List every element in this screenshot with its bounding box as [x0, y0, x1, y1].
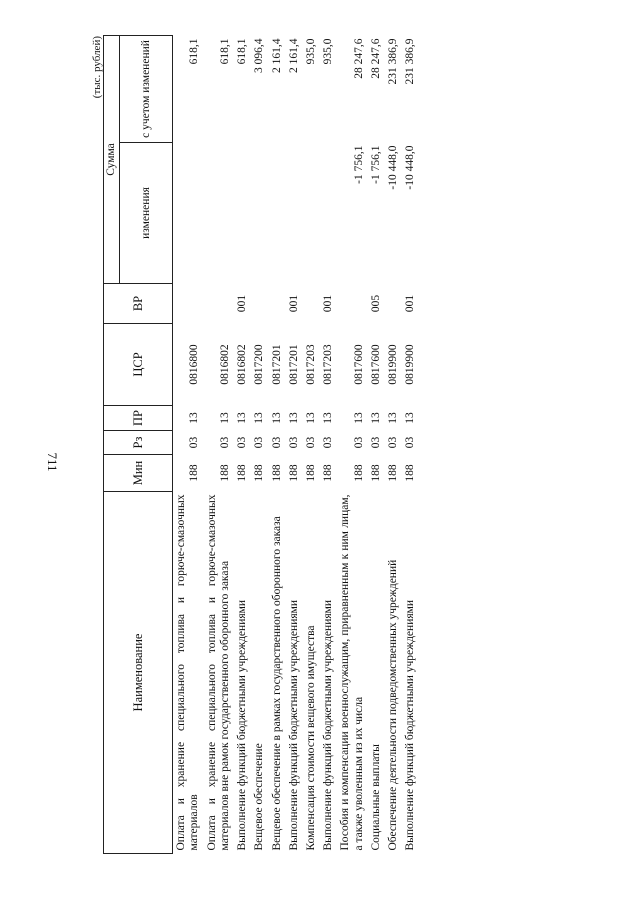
row-pr: 13 — [218, 412, 231, 424]
table-header-row-1 — [104, 35, 120, 853]
row-min: 188 — [253, 464, 266, 482]
table-row — [234, 35, 251, 853]
row-pr: 13 — [188, 412, 201, 424]
row-min: 188 — [236, 464, 249, 482]
row-change: -10 448,0 — [404, 145, 417, 190]
row-total: 3 096,4 — [253, 38, 266, 73]
row-change — [286, 143, 303, 284]
row-min: 188 — [322, 464, 335, 482]
row-name: Выполнение функций бюджетными учреждениями — [236, 599, 249, 851]
row-name: Выполнение функций бюджетными учреждениями — [404, 599, 417, 851]
row-change — [173, 143, 204, 284]
row-change: -1 756,1 — [352, 145, 365, 184]
header-pr: ПР — [104, 406, 173, 431]
row-min: 188 — [352, 464, 365, 482]
row-csr: 0817200 — [253, 344, 266, 385]
row-total: 618,1 — [188, 38, 201, 65]
units-note: (тыс. рублей) — [91, 36, 103, 99]
row-change — [303, 143, 320, 284]
row-total: 28 247,6 — [352, 38, 365, 79]
row-name: Оплата и хранение специального топлива и горюче-смазочных материалов — [175, 494, 201, 851]
row-name: Социальные выплаты — [369, 744, 382, 851]
row-vr: 001 — [322, 294, 335, 313]
table-row — [385, 35, 402, 853]
row-csr: 0817600 — [352, 344, 365, 385]
row-min: 188 — [404, 464, 417, 482]
row-vr: 001 — [236, 294, 249, 313]
header-changes: изменения — [120, 143, 173, 284]
row-change — [320, 143, 337, 284]
row-pr: 13 — [352, 412, 365, 424]
row-change — [204, 143, 234, 284]
table-row — [269, 35, 286, 853]
table-row — [204, 35, 234, 853]
table-row — [402, 35, 419, 853]
row-min: 188 — [304, 464, 317, 482]
row-csr: 0817203 — [322, 344, 335, 385]
row-rz: 03 — [188, 436, 201, 449]
row-name: Компенсация стоимости вещевого имущества — [304, 625, 317, 851]
row-vr — [337, 284, 367, 324]
row-pr: 13 — [387, 412, 400, 424]
row-csr: 0819900 — [404, 344, 417, 385]
header-min: Мин — [104, 455, 173, 492]
row-name: Обеспечение деятельности подведомственных учреждений — [387, 559, 400, 851]
row-change: -1 756,1 — [369, 145, 382, 184]
row-min: 188 — [287, 464, 300, 482]
row-pr: 13 — [236, 412, 249, 424]
table-row — [368, 35, 385, 853]
row-total: 2 161,4 — [287, 38, 300, 73]
row-change — [269, 143, 286, 284]
row-vr — [303, 284, 320, 324]
row-rz: 03 — [304, 436, 317, 449]
table-row — [303, 35, 320, 853]
header-csr: ЦСР — [104, 324, 173, 406]
rotated-page-content — [92, 36, 607, 854]
row-pr: 13 — [287, 412, 300, 424]
row-name: Вещевое обеспечение в рамках государственного оборонного заказа — [270, 516, 283, 851]
table-row — [337, 35, 367, 853]
header-vr: ВР — [104, 284, 173, 324]
row-vr: 005 — [369, 294, 382, 313]
header-with-changes: с учетом изменений — [120, 35, 173, 142]
row-rz: 03 — [387, 436, 400, 449]
table-row — [286, 35, 303, 853]
row-name: Выполнение функций бюджетными учреждениями — [322, 599, 335, 851]
header-name: Наименование — [104, 492, 173, 854]
page-number: 711 — [45, 452, 60, 472]
row-rz: 03 — [236, 436, 249, 449]
header-rz: Рз — [104, 431, 173, 455]
row-name: Вещевое обеспечение — [253, 743, 266, 851]
row-csr: 0817201 — [270, 344, 283, 385]
row-vr — [251, 284, 268, 324]
row-total: 231 386,9 — [404, 38, 417, 85]
row-min: 188 — [188, 464, 201, 482]
row-name: Выполнение функций бюджетными учреждениями — [287, 599, 300, 851]
row-vr: 001 — [404, 294, 417, 313]
row-pr: 13 — [404, 412, 417, 424]
row-total: 28 247,6 — [369, 38, 382, 79]
row-vr: 001 — [287, 294, 300, 313]
budget-table — [103, 35, 420, 854]
header-sum: Сумма — [104, 35, 120, 283]
row-total: 231 386,9 — [387, 38, 400, 85]
row-csr: 0816802 — [236, 344, 249, 385]
row-total: 2 161,4 — [270, 38, 283, 73]
row-change: -10 448,0 — [387, 145, 400, 190]
row-total: 618,1 — [218, 38, 231, 65]
row-min: 188 — [270, 464, 283, 482]
row-csr: 0817201 — [287, 344, 300, 385]
row-pr: 13 — [304, 412, 317, 424]
row-total: 618,1 — [236, 38, 249, 65]
row-name: Пособия и компенсации военнослужащим, приравненным к ним лицам, а также уволенным из их числа — [339, 494, 365, 851]
row-min: 188 — [218, 464, 231, 482]
row-total: 935,0 — [322, 38, 335, 65]
row-total: 935,0 — [304, 38, 317, 65]
row-rz: 03 — [253, 436, 266, 449]
row-pr: 13 — [322, 412, 335, 424]
row-pr: 13 — [369, 412, 382, 424]
row-vr — [269, 284, 286, 324]
row-name: Оплата и хранение специального топлива и горюче-смазочных материалов вне рамок государственного оборонного заказа — [205, 494, 231, 851]
row-csr: 0817203 — [304, 344, 317, 385]
row-rz: 03 — [369, 436, 382, 449]
row-change — [234, 143, 251, 284]
row-csr: 0819900 — [387, 344, 400, 385]
row-rz: 03 — [322, 436, 335, 449]
row-rz: 03 — [218, 436, 231, 449]
row-pr: 13 — [253, 412, 266, 424]
row-csr: 0817600 — [369, 344, 382, 385]
row-pr: 13 — [270, 412, 283, 424]
row-rz: 03 — [404, 436, 417, 449]
table-row — [251, 35, 268, 853]
table-row — [173, 35, 204, 853]
row-csr: 0816800 — [188, 344, 201, 385]
row-vr — [385, 284, 402, 324]
row-rz: 03 — [352, 436, 365, 449]
table-row — [320, 35, 337, 853]
row-change — [251, 143, 268, 284]
row-csr: 0816802 — [218, 344, 231, 385]
row-vr — [204, 284, 234, 324]
row-min: 188 — [369, 464, 382, 482]
row-vr — [173, 284, 204, 324]
row-rz: 03 — [287, 436, 300, 449]
row-rz: 03 — [270, 436, 283, 449]
row-min: 188 — [387, 464, 400, 482]
